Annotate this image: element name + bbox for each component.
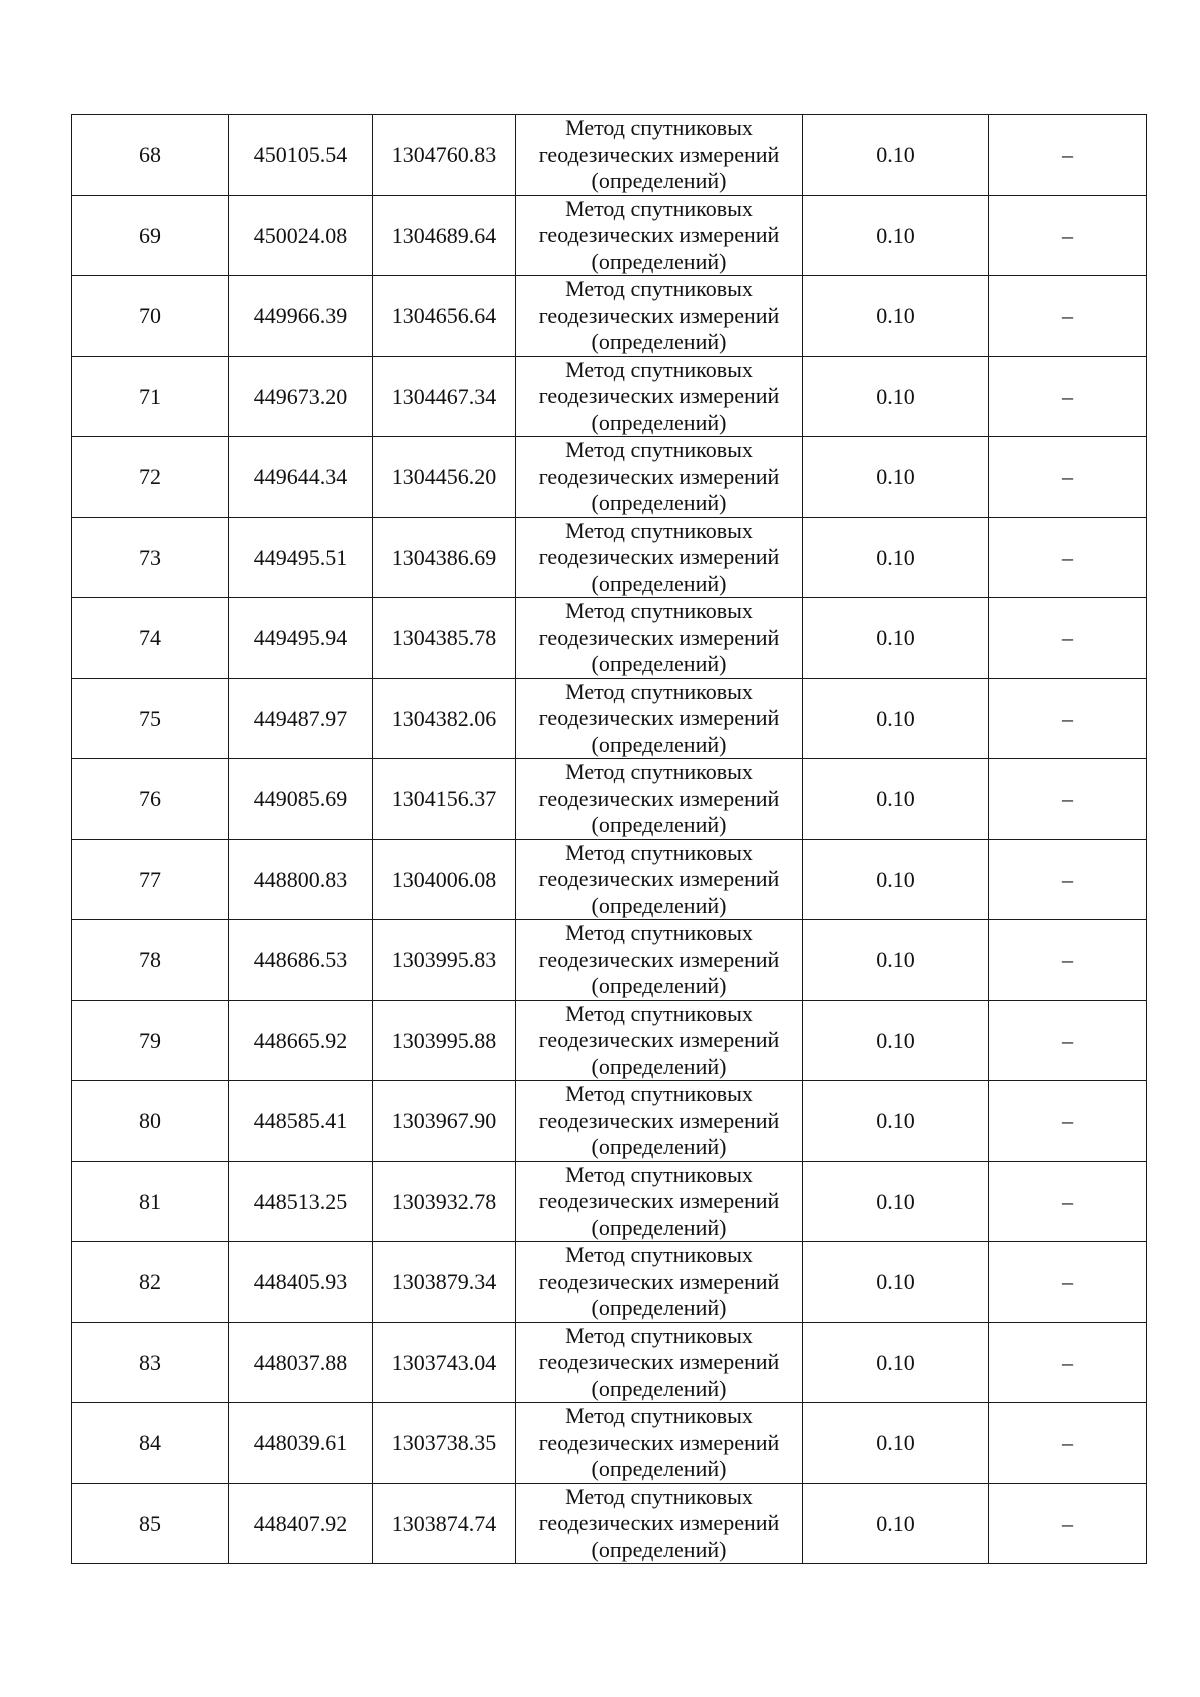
- table-row: [72, 1161, 1147, 1242]
- x-coordinate-cell: 449673.20: [229, 356, 373, 437]
- method-line: геодезических измерений: [538, 1429, 780, 1455]
- table-row: [72, 276, 1147, 357]
- x-coordinate-cell: 449644.34: [229, 437, 373, 518]
- method-line: геодезических измерений: [538, 1268, 780, 1294]
- note-cell: –: [989, 195, 1147, 276]
- point-number-cell: 77: [72, 839, 229, 920]
- method-cell: [516, 1483, 803, 1564]
- note-cell: –: [989, 1000, 1147, 1081]
- accuracy-cell: 0.10: [803, 1161, 989, 1242]
- table-row: [72, 517, 1147, 598]
- method-line: (определений): [591, 651, 727, 676]
- table-row: [72, 1483, 1147, 1564]
- note-cell: –: [989, 1242, 1147, 1323]
- note-cell: –: [989, 1483, 1147, 1564]
- method-line: (определений): [591, 1456, 727, 1481]
- x-coordinate-cell: 449495.51: [229, 517, 373, 598]
- point-number-cell: 83: [72, 1322, 229, 1403]
- method-line: Метод спутниковых: [565, 598, 753, 623]
- method-line: (определений): [591, 490, 727, 515]
- point-number-cell: 72: [72, 437, 229, 518]
- method-line: геодезических измерений: [538, 705, 780, 730]
- x-coordinate-cell: 448407.92: [229, 1483, 373, 1564]
- accuracy-cell: 0.10: [803, 1000, 989, 1081]
- method-line: Метод спутниковых: [565, 115, 753, 140]
- point-number-cell: 82: [72, 1242, 229, 1323]
- method-line: геодезических измерений: [538, 866, 780, 891]
- x-coordinate-cell: 448800.83: [229, 839, 373, 920]
- method-cell: [516, 1081, 803, 1162]
- method-cell: [516, 1403, 803, 1484]
- accuracy-cell: 0.10: [803, 839, 989, 920]
- x-coordinate-cell: 449487.97: [229, 678, 373, 759]
- note-cell: –: [989, 920, 1147, 1001]
- method-line: Метод спутниковых: [565, 195, 753, 221]
- y-coordinate-cell: 1303967.90: [373, 1081, 516, 1162]
- point-number-cell: 76: [72, 759, 229, 840]
- table-row: [72, 356, 1147, 437]
- x-coordinate-cell: 448686.53: [229, 920, 373, 1001]
- x-coordinate-cell: 448039.61: [229, 1403, 373, 1484]
- note-cell: –: [989, 1322, 1147, 1403]
- method-line: Метод спутниковых: [565, 839, 753, 865]
- x-coordinate-cell: 449085.69: [229, 759, 373, 840]
- accuracy-cell: 0.10: [803, 678, 989, 759]
- x-coordinate-cell: 450105.54: [229, 115, 373, 196]
- method-line: Метод спутниковых: [565, 1483, 753, 1509]
- method-line: геодезических измерений: [538, 222, 780, 247]
- x-coordinate-cell: 448665.92: [229, 1000, 373, 1081]
- method-line: (определений): [591, 973, 727, 998]
- point-number-cell: 73: [72, 517, 229, 598]
- note-cell: –: [989, 115, 1147, 196]
- method-line: геодезических измерений: [538, 463, 780, 489]
- method-cell: [516, 759, 803, 840]
- method-line: (определений): [591, 248, 727, 274]
- method-line: (определений): [591, 1134, 727, 1159]
- y-coordinate-cell: 1304382.06: [373, 678, 516, 759]
- method-line: (определений): [591, 1295, 727, 1320]
- table-row: [72, 920, 1147, 1001]
- method-cell: [516, 1161, 803, 1242]
- table-row: [72, 1081, 1147, 1162]
- y-coordinate-cell: 1304760.83: [373, 115, 516, 196]
- y-coordinate-cell: 1303932.78: [373, 1161, 516, 1242]
- table-row: [72, 437, 1147, 518]
- method-line: геодезических измерений: [538, 1510, 780, 1535]
- method-line: (определений): [591, 1536, 727, 1562]
- accuracy-cell: 0.10: [803, 276, 989, 357]
- x-coordinate-cell: 448513.25: [229, 1161, 373, 1242]
- accuracy-cell: 0.10: [803, 356, 989, 437]
- y-coordinate-cell: 1304689.64: [373, 195, 516, 276]
- accuracy-cell: 0.10: [803, 1483, 989, 1564]
- method-line: (определений): [591, 812, 727, 837]
- x-coordinate-cell: 448037.88: [229, 1322, 373, 1403]
- method-line: (определений): [591, 329, 727, 354]
- method-line: геодезических измерений: [538, 1188, 780, 1213]
- table-row: [72, 839, 1147, 920]
- method-line: Метод спутниковых: [565, 678, 753, 704]
- method-cell: [516, 356, 803, 437]
- method-line: (определений): [591, 1053, 727, 1079]
- accuracy-cell: 0.10: [803, 115, 989, 196]
- accuracy-cell: 0.10: [803, 920, 989, 1001]
- method-line: геодезических измерений: [538, 624, 780, 650]
- method-line: геодезических измерений: [538, 141, 780, 167]
- method-line: Метод спутниковых: [565, 1403, 753, 1428]
- method-cell: [516, 276, 803, 357]
- point-number-cell: 68: [72, 115, 229, 196]
- coordinates-table: [71, 114, 1147, 1564]
- method-cell: [516, 920, 803, 1001]
- note-cell: –: [989, 437, 1147, 518]
- method-line: (определений): [591, 731, 727, 757]
- accuracy-cell: 0.10: [803, 195, 989, 276]
- y-coordinate-cell: 1304467.34: [373, 356, 516, 437]
- x-coordinate-cell: 449966.39: [229, 276, 373, 357]
- method-line: (определений): [591, 409, 727, 435]
- method-cell: [516, 1000, 803, 1081]
- method-cell: [516, 1242, 803, 1323]
- method-line: (определений): [591, 892, 727, 918]
- method-line: Метод спутниковых: [565, 1081, 753, 1106]
- x-coordinate-cell: 449495.94: [229, 598, 373, 679]
- method-line: Метод спутниковых: [565, 1000, 753, 1026]
- point-number-cell: 79: [72, 1000, 229, 1081]
- accuracy-cell: 0.10: [803, 1242, 989, 1323]
- accuracy-cell: 0.10: [803, 1403, 989, 1484]
- point-number-cell: 81: [72, 1161, 229, 1242]
- note-cell: –: [989, 517, 1147, 598]
- method-line: геодезических измерений: [538, 1027, 780, 1052]
- point-number-cell: 80: [72, 1081, 229, 1162]
- note-cell: –: [989, 356, 1147, 437]
- table-row: [72, 1403, 1147, 1484]
- accuracy-cell: 0.10: [803, 517, 989, 598]
- method-line: Метод спутниковых: [565, 759, 753, 784]
- method-line: Метод спутниковых: [565, 517, 753, 543]
- method-line: геодезических измерений: [538, 1107, 780, 1133]
- method-line: (определений): [591, 168, 727, 193]
- method-cell: [516, 437, 803, 518]
- accuracy-cell: 0.10: [803, 1322, 989, 1403]
- method-line: геодезических измерений: [538, 544, 780, 569]
- method-cell: [516, 678, 803, 759]
- method-cell: [516, 1322, 803, 1403]
- y-coordinate-cell: 1303874.74: [373, 1483, 516, 1564]
- table-row: [72, 759, 1147, 840]
- table-row: [72, 598, 1147, 679]
- y-coordinate-cell: 1304385.78: [373, 598, 516, 679]
- point-number-cell: 69: [72, 195, 229, 276]
- method-line: геодезических измерений: [538, 785, 780, 811]
- x-coordinate-cell: 448585.41: [229, 1081, 373, 1162]
- y-coordinate-cell: 1304156.37: [373, 759, 516, 840]
- method-line: (определений): [591, 570, 727, 596]
- point-number-cell: 78: [72, 920, 229, 1001]
- method-line: геодезических измерений: [538, 383, 780, 408]
- note-cell: –: [989, 276, 1147, 357]
- point-number-cell: 84: [72, 1403, 229, 1484]
- method-line: Метод спутниковых: [565, 276, 753, 301]
- method-line: Метод спутниковых: [565, 1161, 753, 1187]
- accuracy-cell: 0.10: [803, 759, 989, 840]
- y-coordinate-cell: 1304006.08: [373, 839, 516, 920]
- point-number-cell: 71: [72, 356, 229, 437]
- method-cell: [516, 115, 803, 196]
- point-number-cell: 70: [72, 276, 229, 357]
- method-cell: [516, 598, 803, 679]
- method-cell: [516, 195, 803, 276]
- y-coordinate-cell: 1303743.04: [373, 1322, 516, 1403]
- method-line: (определений): [591, 1375, 727, 1401]
- note-cell: –: [989, 1081, 1147, 1162]
- note-cell: –: [989, 598, 1147, 679]
- y-coordinate-cell: 1304386.69: [373, 517, 516, 598]
- method-cell: [516, 839, 803, 920]
- method-cell: [516, 517, 803, 598]
- x-coordinate-cell: 450024.08: [229, 195, 373, 276]
- table-row: [72, 678, 1147, 759]
- accuracy-cell: 0.10: [803, 598, 989, 679]
- method-line: геодезических измерений: [538, 1349, 780, 1374]
- y-coordinate-cell: 1304456.20: [373, 437, 516, 518]
- y-coordinate-cell: 1303995.83: [373, 920, 516, 1001]
- method-line: Метод спутниковых: [565, 920, 753, 945]
- method-line: геодезических измерений: [538, 946, 780, 972]
- table-row: [72, 195, 1147, 276]
- accuracy-cell: 0.10: [803, 437, 989, 518]
- method-line: (определений): [591, 1214, 727, 1240]
- method-line: Метод спутниковых: [565, 1322, 753, 1348]
- method-line: геодезических измерений: [538, 302, 780, 328]
- note-cell: –: [989, 1403, 1147, 1484]
- method-line: Метод спутниковых: [565, 437, 753, 462]
- y-coordinate-cell: 1303995.88: [373, 1000, 516, 1081]
- y-coordinate-cell: 1303738.35: [373, 1403, 516, 1484]
- accuracy-cell: 0.10: [803, 1081, 989, 1162]
- point-number-cell: 74: [72, 598, 229, 679]
- table-row: [72, 1242, 1147, 1323]
- y-coordinate-cell: 1304656.64: [373, 276, 516, 357]
- point-number-cell: 75: [72, 678, 229, 759]
- x-coordinate-cell: 448405.93: [229, 1242, 373, 1323]
- point-number-cell: 85: [72, 1483, 229, 1564]
- table-row: [72, 1322, 1147, 1403]
- method-line: Метод спутниковых: [565, 1242, 753, 1267]
- note-cell: –: [989, 1161, 1147, 1242]
- note-cell: –: [989, 759, 1147, 840]
- table-row: [72, 1000, 1147, 1081]
- method-line: Метод спутниковых: [565, 356, 753, 382]
- table-row: [72, 115, 1147, 196]
- y-coordinate-cell: 1303879.34: [373, 1242, 516, 1323]
- note-cell: –: [989, 678, 1147, 759]
- note-cell: –: [989, 839, 1147, 920]
- table-body: [72, 115, 1147, 1564]
